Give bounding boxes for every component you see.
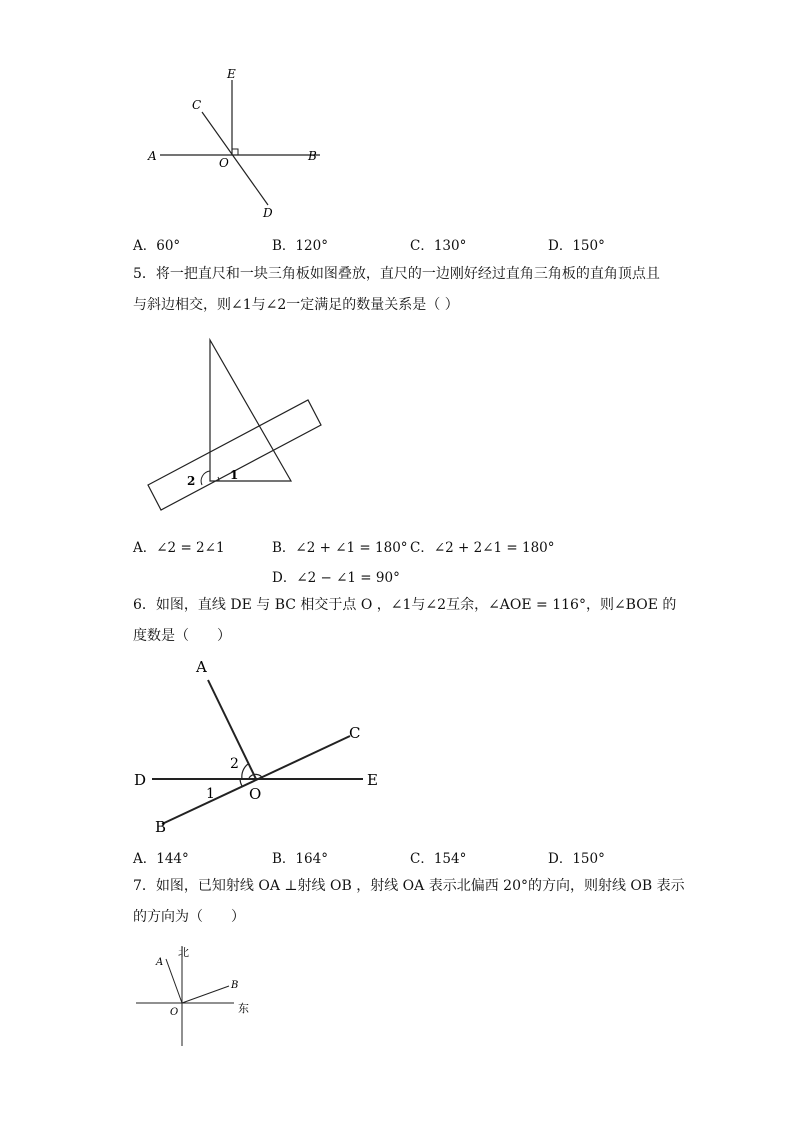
label-b: B (155, 818, 167, 836)
label-d: D (134, 771, 147, 789)
q6-figure (130, 650, 390, 840)
q5-option-d[interactable]: D．∠2 − ∠1 = 90° (272, 570, 400, 586)
q6-question (133, 590, 677, 652)
q6-option-a[interactable]: A．144° (133, 851, 189, 867)
label-north: 北 (178, 946, 189, 959)
label-e: E (227, 67, 236, 81)
angle-2-arc (201, 471, 210, 485)
angle-1-arc (240, 779, 242, 786)
label-o: O (170, 1007, 179, 1018)
ruler (148, 400, 321, 510)
q5-option-c[interactable]: C．∠2 + 2∠1 = 180° (410, 540, 555, 556)
q5-line-1: 5．将一把直尺和一块三角板如图叠放，直尺的一边刚好经过直角三角板的直角顶点且 (133, 266, 660, 282)
label-b: B (231, 980, 239, 991)
label-a: A (196, 658, 207, 676)
q7-line-2: 的方向为（ ） (133, 909, 245, 925)
label-a: A (156, 957, 164, 968)
label-b: B (308, 149, 317, 163)
label-e: E (367, 771, 378, 789)
ray-oa (166, 959, 182, 1003)
q5-figure (140, 332, 340, 517)
ray-ob (182, 986, 229, 1003)
label-c: C (349, 724, 361, 742)
q4-option-b[interactable]: B．120° (272, 238, 328, 254)
q4-option-d[interactable]: D．150° (548, 238, 605, 254)
q4-figure (140, 62, 340, 227)
triangle-board (210, 340, 291, 481)
angle-1-label: 1 (230, 468, 239, 482)
q5-line-2: 与斜边相交，则∠1与∠2一定满足的数量关系是（ ） (133, 297, 459, 313)
label-o: O (249, 785, 262, 803)
label-east: 东 (238, 1002, 249, 1015)
q7-line-1: 7．如图，已知射线 OA ⊥射线 OB ，射线 OA 表示北偏西 20°的方向，则射线 OB 表示 (133, 878, 685, 894)
q6-option-d[interactable]: D．150° (548, 851, 605, 867)
angle-2-arc (242, 764, 248, 779)
q6-line-2: 度数是（ ） (133, 628, 231, 644)
right-angle-mark (232, 149, 238, 155)
q6-option-c[interactable]: C．154° (410, 851, 467, 867)
q7-figure (130, 940, 270, 1050)
label-d: D (263, 206, 273, 220)
q5-question (133, 259, 663, 321)
q5-option-a[interactable]: A．∠2 = 2∠1 (133, 540, 225, 556)
angle-2-label: 2 (187, 474, 196, 488)
q6-line-1: 6．如图，直线 DE 与 BC 相交于点 O ，∠1与∠2互余，∠AOE = 116°，则∠BOE 的 (133, 597, 677, 613)
label-c: C (192, 98, 202, 112)
label-o: O (219, 156, 229, 170)
angle-2-label: 2 (230, 756, 239, 772)
angle-1-label: 1 (206, 786, 215, 802)
q6-option-b[interactable]: B．164° (272, 851, 328, 867)
q4-option-a[interactable]: A．60° (133, 238, 181, 254)
q5-option-b[interactable]: B．∠2 + ∠1 = 180° (272, 540, 408, 556)
q7-question (133, 871, 685, 933)
label-a: A (148, 149, 157, 163)
line-cd (202, 112, 268, 205)
q4-option-c[interactable]: C．130° (410, 238, 467, 254)
